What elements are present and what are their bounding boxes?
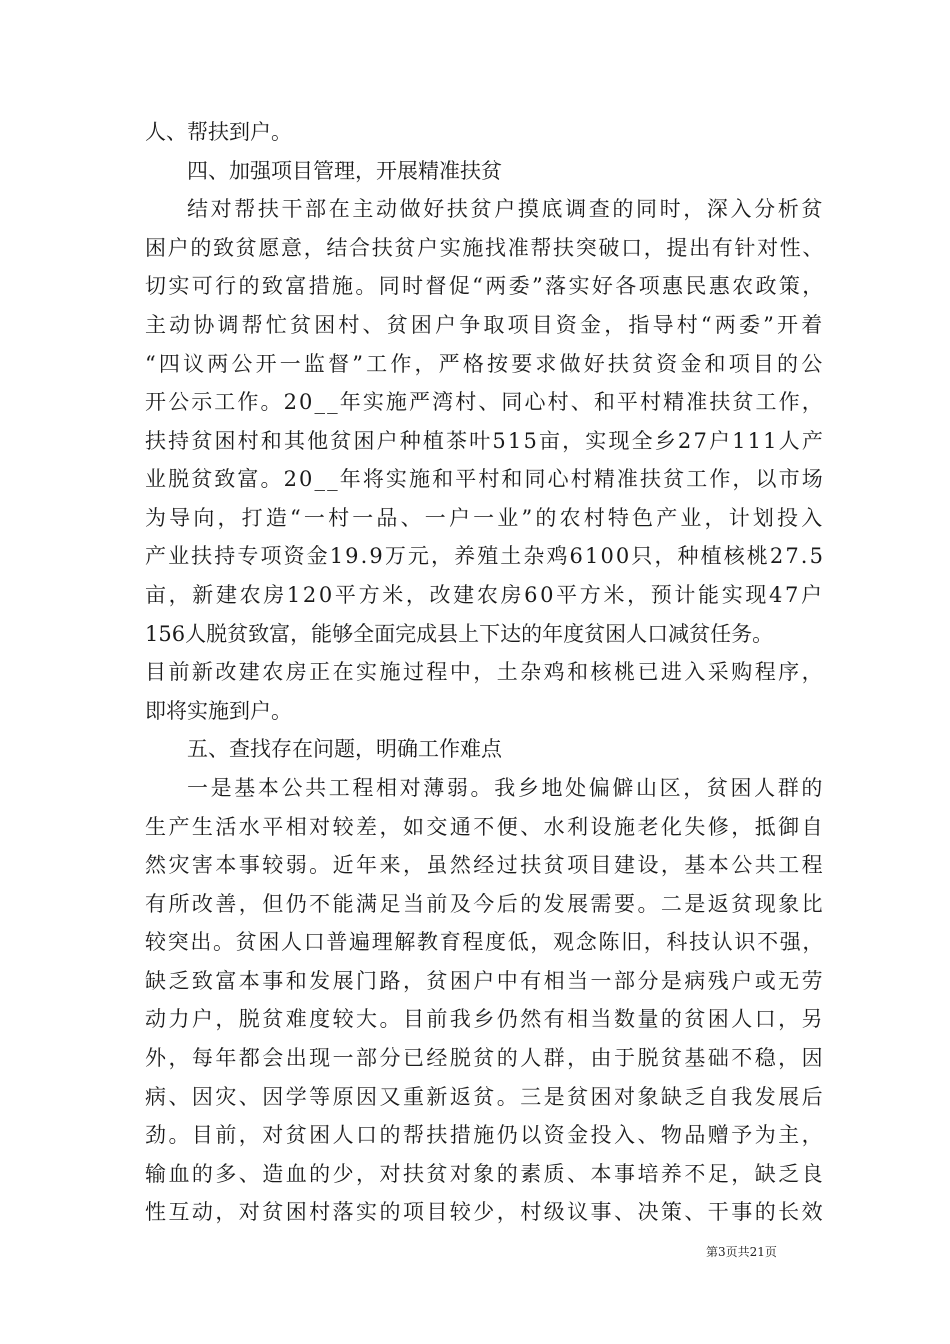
text-line: 结对帮扶干部在主动做好扶贫户摸底调查的同时，深入分析贫 <box>187 197 826 221</box>
text-line: 劲。目前，对贫困人口的帮扶措施仍以资金投入、物品赠予为主， <box>145 1123 826 1147</box>
text-line: 亩，新建农房120平方米，改建农房60平方米，预计能实现47户 <box>145 583 825 607</box>
text-line: “四议两公开一监督”工作，严格按要求做好扶贫资金和项目的公 <box>145 352 826 376</box>
text-line: 输血的多、造血的少，对扶贫对象的素质、本事培养不足，缺乏良 <box>145 1162 826 1186</box>
text-line: 一是基本公共工程相对薄弱。我乡地处偏僻山区，贫困人群的 <box>187 776 826 800</box>
text-line: 产业扶持专项资金19.9万元，养殖土杂鸡6100只，种植核桃27.5 <box>145 544 826 568</box>
text-line: 主动协调帮忙贫困村、贫困户争取项目资金，指导村“两委”开着 <box>145 313 826 337</box>
text-line: 即将实施到户。 <box>145 699 292 723</box>
section-heading: 四、加强项目管理，开展精准扶贫 <box>187 159 502 183</box>
text-line: 困户的致贫愿意，结合扶贫户实施找准帮扶突破口，提出有针对性、 <box>145 236 826 260</box>
text-line: 目前新改建农房正在实施过程中，土杂鸡和核桃已进入采购程序， <box>145 660 826 684</box>
text-line: 外，每年都会出现一部分已经脱贫的人群，由于脱贫基础不稳，因 <box>145 1046 826 1070</box>
text-line: 人、帮扶到户。 <box>145 120 292 144</box>
text-line: 动力户，脱贫难度较大。目前我乡仍然有相当数量的贫困人口，另 <box>145 1007 826 1031</box>
page-number: 第3页共21页 <box>706 1245 777 1259</box>
text-line: 性互动，对贫困村落实的项目较少，村级议事、决策、干事的长效 <box>145 1200 826 1224</box>
text-line: 缺乏致富本事和发展门路，贫困户中有相当一部分是病残户或无劳 <box>145 969 826 993</box>
text-line: 病、因灾、因学等原因又重新返贫。三是贫困对象缺乏自我发展后 <box>145 1085 826 1109</box>
text-line: 生产生活水平相对较差，如交通不便、水利设施老化失修，抵御自 <box>145 815 826 839</box>
text-line: 业脱贫致富。20__年将实施和平村和同心村精准扶贫工作，以市场 <box>145 467 825 491</box>
text-line: 156人脱贫致富，能够全面完成县上下达的年度贫困人口减贫任务。 <box>145 622 774 646</box>
text-line: 然灾害本事较弱。近年来，虽然经过扶贫项目建设，基本公共工程 <box>145 853 826 877</box>
text-line: 切实可行的致富措施。同时督促“两委”落实好各项惠民惠农政策， <box>145 274 826 298</box>
section-heading: 五、查找存在问题，明确工作难点 <box>187 737 502 761</box>
text-line: 开公示工作。20__年实施严湾村、同心村、和平村精准扶贫工作， <box>145 390 825 414</box>
text-line: 有所改善，但仍不能满足当前及今后的发展需要。二是返贫现象比 <box>145 892 826 916</box>
text-line: 较突出。贫困人口普遍理解教育程度低，观念陈旧，科技认识不强， <box>145 930 826 954</box>
text-line: 扶持贫困村和其他贫困户种植茶叶515亩，实现全乡27户111人产 <box>145 429 826 453</box>
text-line: 为导向，打造“一村一品、一户一业”的农村特色产业，计划投入 <box>145 506 826 530</box>
